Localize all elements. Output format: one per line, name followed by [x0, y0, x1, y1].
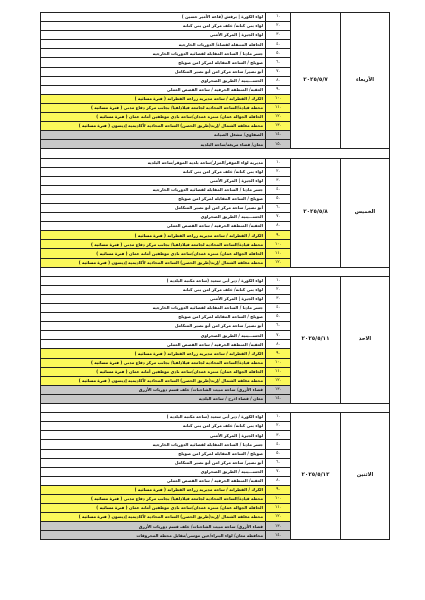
location-cell: [41, 394, 266, 403]
location-cell: [41, 313, 266, 322]
location-text: الحســـينية / الطريق الصحراوي: [200, 77, 263, 83]
evening-period-tag: ( فترة مسائية ): [134, 487, 166, 493]
evening-period-tag: ( فترة مسائية ): [96, 368, 128, 374]
location-text: لواء الكورة / دير أبي سعيد (ساحة مكتبة البلدية ): [166, 414, 263, 420]
schedule-row: [41, 413, 390, 422]
location-text: لواء الجيزة | المركز الأمني: [209, 296, 263, 302]
location-text: الكرك / القطرانة / ساحة مديرية زراعة القطرانة: [167, 487, 263, 493]
evening-period-tag: ( فترة مسائية ): [78, 259, 111, 265]
row-number: .١٣: [266, 385, 291, 394]
schedule-row: [41, 276, 390, 285]
location-cell: [41, 367, 266, 376]
location-text: جسر مادبا / الساحة المقابلة لقضائية الدوريات الخارجية: [152, 50, 263, 56]
location-text: الحافلة الجوالة عمان/ منتزه غمدان/ساحة نادي موظفين أمانة عمان: [129, 114, 263, 120]
row-number: .٩: [266, 349, 291, 358]
location-text: قضاء الأزرق/ ساحة مبيت الشاحنات/ خلف قسم دوريات الأزرق: [138, 523, 263, 529]
location-cell: [41, 94, 266, 103]
location-text: لواء الجيزة | المركز الأمني: [209, 32, 263, 38]
location-text: لواء بني كنانة/ خلف مركز امن بني كنانة: [182, 287, 263, 293]
row-number: .٣: [266, 431, 291, 440]
location-cell: [41, 249, 266, 258]
block-separator: [41, 404, 390, 413]
evening-period-tag: ( فترة مسائية ): [96, 250, 128, 256]
row-number: .٩: [266, 85, 291, 94]
evening-period-tag: ( فترة مسائية ): [96, 505, 128, 511]
location-text: الكرك / القطرانة / ساحة مديرية زراعة القطرانة: [167, 96, 263, 102]
row-number: .١١: [266, 103, 291, 112]
row-number: .٣: [266, 176, 291, 185]
evening-period-tag: ( فترة مسائية ): [134, 350, 166, 356]
location-text: صويلح / الساحة المقابلة لمركز امن صويلح: [178, 450, 263, 456]
evening-period-tag: ( فترة مسائية ): [78, 123, 111, 129]
day-date: ٢٠٢٥/٥/٨: [291, 158, 341, 267]
location-cell: [41, 276, 266, 285]
location-cell: [41, 440, 266, 449]
row-number: .١٠: [266, 358, 291, 367]
location-text: الكرك / القطرانة / ساحة مديرية زراعة القطرانة: [167, 350, 263, 356]
day-date: ٢٠٢٥/٥/١٢: [291, 413, 341, 540]
day-date: ٢٠٢٥/٥/١١: [291, 276, 341, 403]
location-text: محطة مغلقة الشمال /إربد(طريق الحصن) الساحة المحاذية لأكاديمية إديسون: [111, 259, 263, 265]
location-cell: [41, 113, 266, 122]
location-text: محطة قيادة/الساحة المحاذية لجامعة فيلادلفيا/ بجانب مركز دفاع مدني: [123, 496, 263, 502]
row-number: .٧: [266, 213, 291, 222]
location-cell: [41, 358, 266, 367]
row-number: .٥: [266, 49, 291, 58]
location-cell: [41, 531, 266, 540]
location-text: أبو نصير/ ساحة مركز امن أبو نصير المتكامل: [174, 68, 263, 74]
row-number: .١: [266, 13, 291, 22]
evening-period-tag: ( فترة مسائية ): [90, 241, 123, 247]
schedule-row: [41, 158, 390, 167]
evening-period-tag: ( فترة مسائية ): [90, 496, 123, 502]
location-text: محطة مغلقة الشمال /إربد(طريق الحصن) الساحة المحاذية لأكاديمية إديسون: [111, 514, 263, 520]
row-number: .١٢: [266, 376, 291, 385]
location-text: العقبة/ المنطقة الحرفية / ساحة القصص العملي: [166, 223, 263, 229]
location-cell: [41, 340, 266, 349]
location-text: صويلح / الساحة المقابلة لمركز امن صويلح: [178, 59, 263, 65]
row-number: .٩: [266, 231, 291, 240]
location-text: الصفاوي/ مشغل الصيانة: [214, 132, 263, 138]
location-cell: [41, 467, 266, 476]
location-cell: [41, 422, 266, 431]
row-number: .٨: [266, 222, 291, 231]
location-text: العقبة/ المنطقة الحرفية / ساحة القصص العملي: [166, 341, 263, 347]
location-text: لواء الكورة | برقش (قاعة الأمير حسين ): [181, 14, 263, 20]
row-number: .٤: [266, 185, 291, 194]
row-number: .١٣: [266, 122, 291, 131]
location-text: لواء بني كنانة/ خلف مركز امن بني كنانة: [182, 423, 263, 429]
location-text: العقبة/ المنطقة الحرفية / ساحة القصص العملي: [166, 478, 263, 484]
separator-cell: [41, 149, 390, 158]
location-text: لواء الجيزة | المركز الأمني: [209, 177, 263, 183]
location-cell: [41, 194, 266, 203]
location-text: قضاء الأزرق/ ساحة مبيت الشاحنات/ خلف قسم دوريات الأزرق: [138, 387, 263, 393]
location-cell: [41, 222, 266, 231]
row-number: .٢: [266, 22, 291, 31]
location-cell: [41, 504, 266, 513]
evening-period-tag: ( فترة مسائية ): [96, 114, 128, 120]
row-number: .١٤: [266, 531, 291, 540]
row-number: .٤: [266, 304, 291, 313]
evening-period-tag: ( فترة مسائية ): [78, 514, 111, 520]
row-number: .١٥: [266, 140, 291, 149]
location-text: محطة قيادة/الساحة المحاذية لجامعة فيلادلفيا/ بجانب مركز دفاع مدني: [123, 105, 263, 111]
row-number: .٩: [266, 485, 291, 494]
location-cell: [41, 22, 266, 31]
row-number: .٨: [266, 340, 291, 349]
location-text: محطة قيادة/الساحة المحاذية لجامعة فيلادلفيا/ بجانب مركز دفاع مدني: [123, 241, 263, 247]
location-cell: [41, 158, 266, 167]
row-number: .١٢: [266, 513, 291, 522]
location-cell: [41, 458, 266, 467]
location-text: لواء بني كنانة/ خلف مركز امن بني كنانة: [182, 168, 263, 174]
location-text: معان / قضاء اذرح / ساحة البلدية: [198, 396, 263, 402]
location-text: لواء بني كنانة/ خلف مركز امن بني كنانة: [182, 23, 263, 29]
row-number: .١: [266, 413, 291, 422]
row-number: .١١: [266, 249, 291, 258]
location-cell: [41, 31, 266, 40]
location-text: الكرك / القطرانة / ساحة مديرية زراعة القطرانة: [167, 232, 263, 238]
location-text: الحســـينية / الطريق الصحراوي: [200, 332, 263, 338]
location-cell: [41, 331, 266, 340]
location-text: أبو نصير/ ساحة مركز امن أبو نصير المتكامل: [174, 323, 263, 329]
location-text: صويلح / الساحة المقابلة لمركز امن صويلح: [178, 196, 263, 202]
location-cell: [41, 203, 266, 212]
row-number: .١١: [266, 367, 291, 376]
row-number: .٧: [266, 467, 291, 476]
location-text: أبو نصير/ ساحة مركز امن أبو نصير المتكامل: [174, 205, 263, 211]
row-number: .٦: [266, 203, 291, 212]
location-text: الحافلة المتنقلة لقضاة/ الدوريات الخارجية: [178, 41, 263, 47]
location-cell: [41, 122, 266, 131]
evening-period-tag: ( فترة مسائية ): [90, 105, 123, 111]
location-cell: [41, 49, 266, 58]
evening-period-tag: ( فترة مسائية ): [134, 96, 166, 102]
evening-period-tag: ( فترة مسائية ): [78, 378, 111, 383]
location-text: صويلح / الساحة المقابلة لمركز امن صويلح: [178, 314, 263, 320]
day-name: الاثنين: [341, 413, 390, 540]
row-number: .١٤: [266, 394, 291, 403]
location-cell: [41, 522, 266, 531]
row-number: .٦: [266, 322, 291, 331]
location-cell: [41, 449, 266, 458]
row-number: .١٢: [266, 258, 291, 267]
location-text: جسر مادبا / الساحة المقابلة لقضائية الدوريات الخارجية: [152, 441, 263, 447]
location-cell: [41, 140, 266, 149]
block-separator: [41, 267, 390, 276]
block-separator: [41, 149, 390, 158]
location-text: محطة مغلقة الشمال /إربد(طريق الحصن) الساحة المحاذية لأكاديمية إديسون: [111, 378, 263, 383]
row-number: .١٣: [266, 522, 291, 531]
location-cell: [41, 76, 266, 85]
day-name: الخميس: [341, 158, 390, 267]
location-text: محطة قيادة/الساحة المحاذية لجامعة فيلادلفيا/ بجانب مركز دفاع مدني: [123, 359, 263, 365]
location-cell: [41, 103, 266, 112]
schedule-table: [40, 12, 390, 540]
day-date: ٢٠٢٥/٥/٧: [291, 13, 341, 149]
location-text: الحافلة الجوالة عمان/ منتزه غمدان/ساحة نادي موظفين أمانة عمان: [129, 505, 263, 511]
location-text: لواء الكورة / دير أبي سعيد (ساحة مكتبة البلدية ): [166, 277, 263, 283]
location-cell: [41, 476, 266, 485]
location-cell: [41, 13, 266, 22]
row-number: .٧: [266, 331, 291, 340]
location-cell: [41, 485, 266, 494]
row-number: .١٢: [266, 113, 291, 122]
location-cell: [41, 385, 266, 394]
location-cell: [41, 413, 266, 422]
row-number: .١٠: [266, 94, 291, 103]
location-text: العقبة/ المنطقة الحرفية / ساحة القصص العملي: [166, 87, 263, 92]
row-number: .١٠: [266, 494, 291, 503]
location-cell: [41, 240, 266, 249]
row-number: .٢: [266, 422, 291, 431]
row-number: .٧: [266, 67, 291, 76]
location-cell: [41, 131, 266, 140]
location-cell: [41, 285, 266, 294]
location-text: الحافلة الجوالة عمان/ منتزه غمدان/ساحة نادي موظفين أمانة عمان: [129, 368, 263, 374]
location-text: جسر مادبا / الساحة المقابلة لقضائية الدوريات الخارجية: [152, 187, 263, 193]
location-cell: [41, 213, 266, 222]
location-text: الحســـينية / الطريق الصحراوي: [200, 468, 263, 474]
row-number: .١٤: [266, 131, 291, 140]
day-name: الأربعاء: [341, 13, 390, 149]
separator-cell: [41, 404, 390, 413]
location-text: معان/ قضاء مريغة/ساحة البلدية: [200, 141, 263, 147]
location-cell: [41, 231, 266, 240]
location-text: جسر مادبا / الساحة المقابلة لقضائية الدوريات الخارجية: [152, 305, 263, 311]
row-number: .٢: [266, 285, 291, 294]
evening-period-tag: ( فترة مسائية ): [134, 232, 166, 238]
row-number: .٦: [266, 58, 291, 67]
day-name: الاحد: [341, 276, 390, 403]
row-number: .١٠: [266, 240, 291, 249]
location-text: محطة مغلقة الشمال /إربد(طريق الحصن) الساحة المحاذية لأكاديمية إديسون: [111, 123, 263, 129]
location-text: مديرية لواء الموقر/المزار/ساحة بلدية الموقر/ساحة البلدية: [147, 159, 263, 165]
location-cell: [41, 176, 266, 185]
location-cell: [41, 40, 266, 49]
row-number: .٣: [266, 294, 291, 303]
location-cell: [41, 376, 266, 385]
location-cell: [41, 322, 266, 331]
location-text: الحافلة الجوالة عمان/ منتزه غمدان/ساحة نادي موظفين أمانة عمان: [129, 250, 263, 256]
location-text: أبو نصير/ ساحة مركز امن أبو نصير المتكامل: [174, 459, 263, 465]
row-number: .٥: [266, 449, 291, 458]
row-number: .٥: [266, 313, 291, 322]
row-number: .١١: [266, 504, 291, 513]
evening-period-tag: ( فترة مسائية ): [90, 359, 123, 365]
row-number: .٦: [266, 458, 291, 467]
location-cell: [41, 294, 266, 303]
location-cell: [41, 304, 266, 313]
location-text: لواء الجيزة | المركز الأمني: [209, 432, 263, 438]
location-cell: [41, 258, 266, 267]
location-cell: [41, 494, 266, 503]
row-number: .١: [266, 158, 291, 167]
location-cell: [41, 349, 266, 358]
row-number: .٨: [266, 476, 291, 485]
separator-cell: [41, 267, 390, 276]
row-number: .٢: [266, 167, 291, 176]
location-cell: [41, 167, 266, 176]
location-cell: [41, 431, 266, 440]
row-number: .٤: [266, 440, 291, 449]
row-number: .٨: [266, 76, 291, 85]
schedule-row: [41, 13, 390, 22]
location-cell: [41, 85, 266, 94]
location-cell: [41, 58, 266, 67]
location-cell: [41, 513, 266, 522]
row-number: .٣: [266, 31, 291, 40]
row-number: .٥: [266, 194, 291, 203]
location-cell: [41, 67, 266, 76]
location-cell: [41, 185, 266, 194]
row-number: .٤: [266, 40, 291, 49]
location-text: محافظة معان/ لواء البتراء/عين موسى/مقابل محطة المحروقات: [136, 532, 263, 538]
schedule-body: [41, 13, 390, 540]
row-number: .١: [266, 276, 291, 285]
location-text: الحســـينية / الطريق الصحراوي: [200, 214, 263, 220]
